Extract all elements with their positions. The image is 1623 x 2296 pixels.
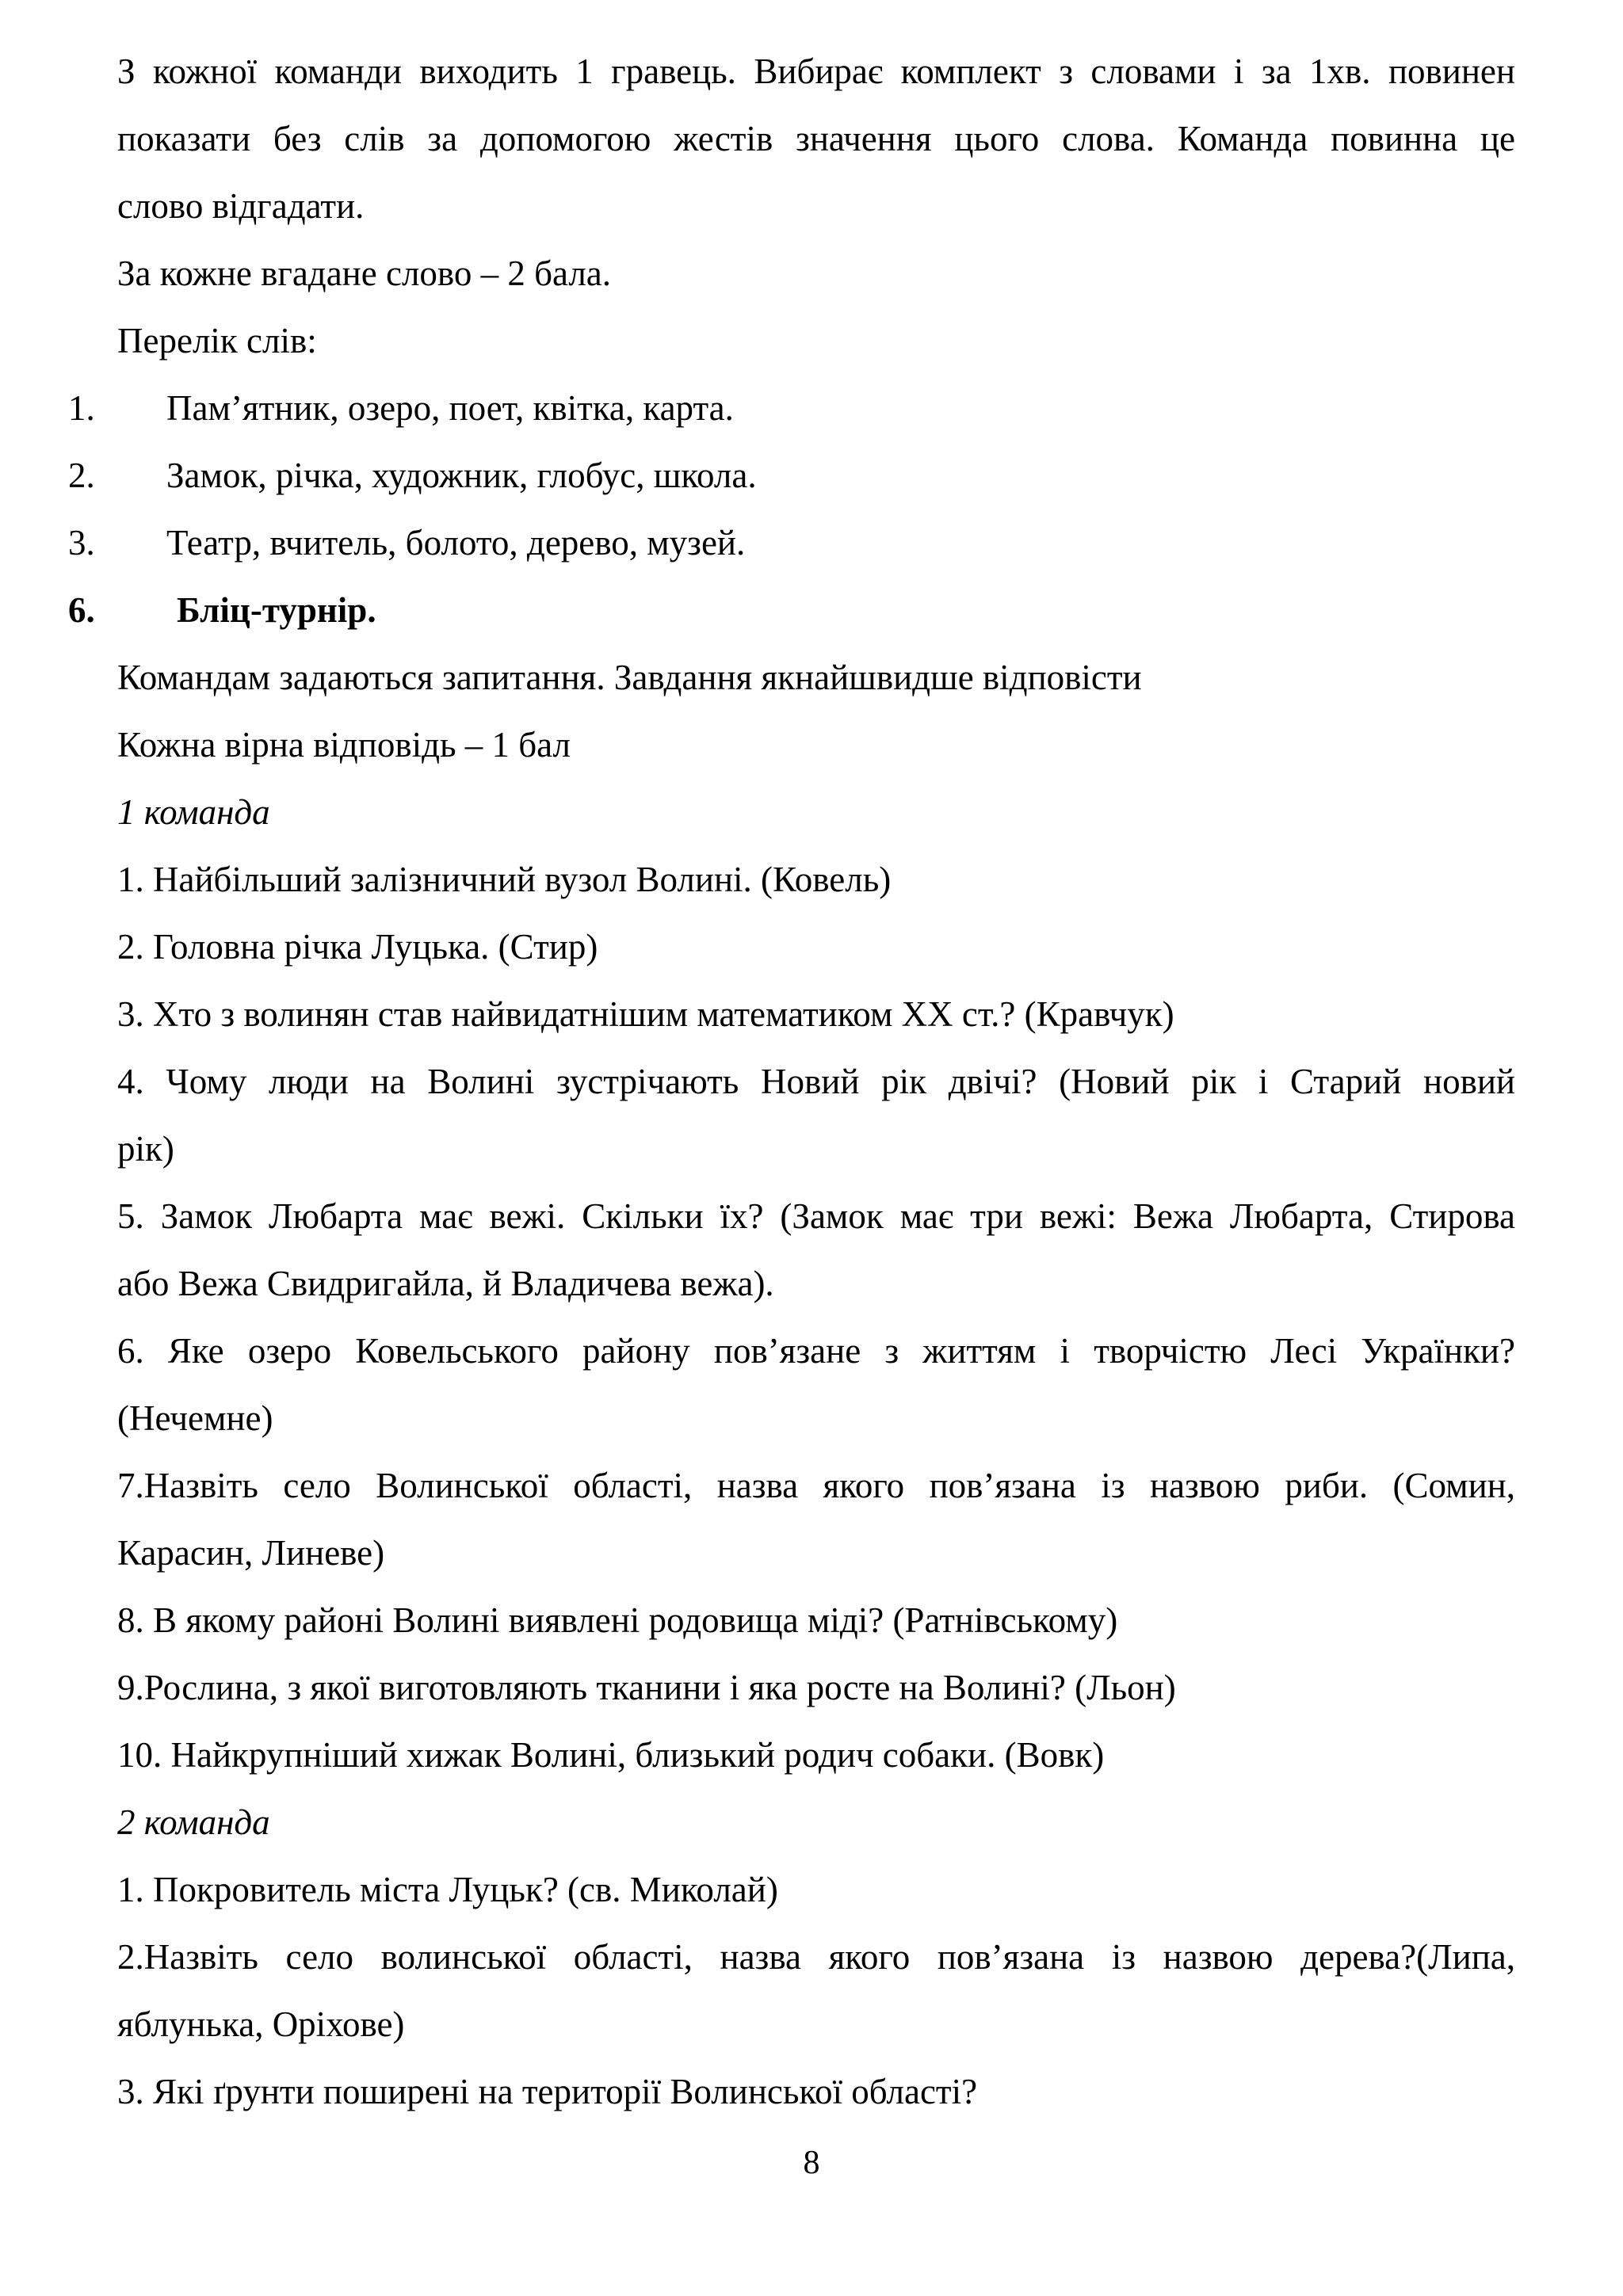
team-1-question-continued: рік): [117, 1129, 174, 1169]
scoring-rule: За кожне вгадане слово – 2 бала.: [117, 254, 612, 293]
team-1-label: 1 команда: [117, 792, 270, 832]
list-text: Театр, вчитель, болото, дерево, музей.: [166, 523, 746, 563]
team-1-question: 2. Головна річка Луцька. (Стир): [117, 927, 598, 967]
team-1-question-continued: Карасин, Линеве): [117, 1533, 385, 1573]
page-number: 8: [803, 2145, 820, 2181]
list-number: 1.: [68, 388, 95, 428]
team-2-question: 1. Покровитель міста Луцьк? (св. Миколай): [117, 1870, 778, 1909]
intro-line-1: Командам задаються запитання. Завдання якнайшвидше відповісти: [117, 658, 1142, 697]
team-1-question-continued: або Вежа Свидригайла, й Владичева вежа).: [117, 1264, 774, 1303]
team-1-question: 5. Замок Любарта має вежі. Скільки їх? (Замок має три вежі: Вежа Любарта, Стирова: [117, 1196, 1515, 1236]
word-list-heading: Перелік слів:: [117, 321, 317, 360]
list-text: Пам’ятник, озеро, поет, квітка, карта.: [166, 388, 734, 428]
team-1-question: 8. В якому районі Волині виявлені родовища міді? (Ратнівському): [117, 1600, 1118, 1640]
list-number: 2.: [68, 456, 95, 495]
list-text: Замок, річка, художник, глобус, школа.: [166, 456, 757, 495]
section-title: Бліц-турнір.: [177, 590, 376, 630]
list-number: 3.: [68, 523, 95, 563]
team-1-question: 6. Яке озеро Ковельського району пов’язане з життям і творчістю Лесі Українки?: [117, 1331, 1515, 1371]
paragraph-rules-line-3: слово відгадати.: [117, 186, 365, 226]
team-1-question: 10. Найкрупніший хижак Волині, близький родич собаки. (Вовк): [117, 1735, 1105, 1775]
team-1-question: 7.Назвіть село Волинської області, назва якого пов’язана із назвою риби. (Сомин,: [117, 1466, 1515, 1505]
paragraph-rules-line-2: показати без слів за допомогою жестів значення цього слова. Команда повинна це: [117, 119, 1515, 158]
team-1-question: 4. Чому люди на Волині зустрічають Новий рік двічі? (Новий рік і Старий новий: [117, 1062, 1515, 1101]
intro-line-2: Кожна вірна відповідь – 1 бал: [117, 725, 571, 765]
team-2-question: 3. Які ґрунти поширені на території Волинської області?: [117, 2072, 978, 2111]
section-number: 6.: [68, 590, 95, 630]
team-1-question: 9.Рослина, з якої виготовляють тканини і яка росте на Волині? (Льон): [117, 1668, 1176, 1707]
team-2-label: 2 команда: [117, 1802, 270, 1842]
team-1-question: 3. Хто з волинян став найвидатнішим математиком ХХ ст.? (Кравчук): [117, 994, 1174, 1034]
paragraph-rules-line-1: З кожної команди виходить 1 гравець. Вибирає комплект з словами і за 1хв. повинен: [117, 51, 1515, 91]
team-2-question-continued: яблунька, Оріхове): [117, 2004, 405, 2044]
team-2-question: 2.Назвіть село волинської області, назва якого пов’язана із назвою дерева?(Липа,: [117, 1937, 1515, 1977]
team-1-question: 1. Найбільший залізничний вузол Волині. (Ковель): [117, 860, 892, 899]
team-1-question-continued: (Нечемне): [117, 1398, 273, 1438]
